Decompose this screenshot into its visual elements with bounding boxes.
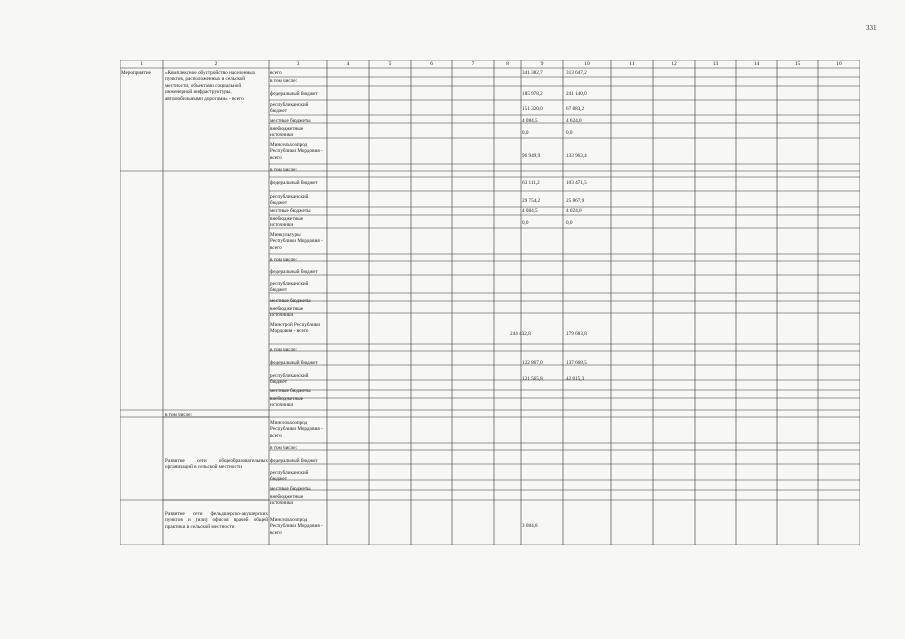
row-fap-total-label: Минсельхозпрод Республики Мордовия - всего bbox=[270, 517, 323, 536]
header-col-11: 11 bbox=[629, 61, 635, 67]
header-col-1: 1 bbox=[140, 61, 143, 67]
value-f4-fed-col9: 122 867,0 bbox=[522, 360, 543, 366]
row-f3-fed-label: федеральный бюджет bbox=[270, 269, 318, 275]
value-loc-col10: 4 624,0 bbox=[566, 118, 582, 124]
row-total-label: всего bbox=[270, 70, 282, 76]
value-msh-col9: 96 949,9 bbox=[522, 153, 541, 159]
header-col-14: 14 bbox=[753, 61, 760, 67]
row-s-fed-label: федеральный бюджет bbox=[270, 458, 318, 464]
measure-description: «Комплексное обустройство населенных пунктов, расположенных в сельской местности, объектами социальной инженерной инфраструктуры, автомобильными дорогами» - всего bbox=[165, 70, 256, 102]
header-col-15: 15 bbox=[794, 61, 801, 67]
row-incl-label: в том числе: bbox=[270, 78, 298, 84]
value-fap-col9: 3 084,8 bbox=[522, 523, 538, 529]
header-col-5: 5 bbox=[388, 61, 392, 67]
measure-label: Мероприятие bbox=[121, 70, 151, 76]
value-fed-col10: 241 140,0 bbox=[566, 91, 587, 97]
value-f2-rep-col10: 25 867,9 bbox=[566, 198, 585, 204]
value-f4-rep-col9: 121 565,8 bbox=[522, 376, 543, 382]
header-col-9: 9 bbox=[540, 61, 544, 67]
row-f2-ext-label: внебюджетные источники bbox=[270, 216, 304, 229]
value-f4-fed-col10: 137 668,5 bbox=[566, 360, 587, 366]
row-fed-label: федеральный бюджет bbox=[270, 91, 318, 97]
row-mk-incl-label: в том числе: bbox=[270, 257, 298, 263]
row-f3-loc-label: местные бюджеты bbox=[270, 298, 311, 304]
header-col-4: 4 bbox=[346, 61, 350, 67]
value-loc-col9: 4 084,5 bbox=[522, 118, 538, 124]
row-msh-incl-label: в том числе: bbox=[270, 167, 298, 173]
header-col-13: 13 bbox=[712, 61, 719, 67]
header-col-12: 12 bbox=[671, 61, 677, 67]
row-rep-label: республиканский бюджет bbox=[270, 102, 309, 115]
value-rep-col9: 151 320,0 bbox=[522, 106, 543, 112]
table-grid-lines bbox=[120, 60, 860, 545]
row-f3-ext-label: внебюджетные источники bbox=[270, 306, 304, 319]
value-f2-ext-col10: 0,0 bbox=[566, 220, 573, 226]
dev-fap-label: Развитие сети фельдшерско-акушерских пунктов и (или) офисов врачей общей практики в сельской местности bbox=[165, 511, 268, 530]
value-f2-ext-col9: 0,0 bbox=[522, 220, 529, 226]
row-f2-loc-label: местные бюджеты bbox=[270, 208, 311, 214]
value-f2-rep-col9: 29 754,2 bbox=[522, 198, 541, 204]
value-ms-col10: 179 683,8 bbox=[566, 331, 587, 337]
value-f4-rep-col10: 42 015,3 bbox=[566, 376, 585, 382]
row-f2-rep-label: республиканский бюджет bbox=[270, 194, 309, 207]
row-loc-label: местные бюджеты bbox=[270, 118, 311, 124]
header-col-3: 3 bbox=[296, 61, 300, 67]
row-ms-incl-label: в том числе: bbox=[270, 347, 298, 353]
header-col-2: 2 bbox=[214, 61, 218, 67]
header-col-10: 10 bbox=[584, 61, 590, 67]
value-ext-col9: 0,0 bbox=[522, 130, 529, 136]
value-fed-col9: 185 978,2 bbox=[522, 91, 543, 97]
value-msh-col10: 133 963,4 bbox=[566, 153, 587, 159]
value-f2-fed-col10: 103 471,5 bbox=[566, 180, 587, 186]
value-total-col10: 313 647,2 bbox=[566, 70, 587, 76]
row-f4-fed-label: федеральный бюджет bbox=[270, 360, 318, 366]
row-ext-label: внебюджетные источники bbox=[270, 126, 304, 139]
value-rep-col10: 67 883,2 bbox=[566, 106, 585, 112]
row-f4-loc-label: местные бюджеты bbox=[270, 388, 311, 394]
row-s-rep-label: республиканский бюджет bbox=[270, 470, 309, 483]
value-f2-fed-col9: 63 111,2 bbox=[522, 180, 540, 186]
value-ext-col10: 0,0 bbox=[566, 130, 573, 136]
header-col-8: 8 bbox=[506, 61, 509, 67]
value-f2-loc-col10: 4 624,0 bbox=[566, 208, 582, 214]
row-f3-rep-label: республиканский бюджет bbox=[270, 281, 309, 294]
row-s-loc-label: местные бюджеты bbox=[270, 486, 311, 492]
header-col-16: 16 bbox=[836, 61, 842, 67]
row-f4-ext-label: внебюджетные источники bbox=[270, 396, 304, 409]
row-msh-total-label: Минсельхозпрод Республики Мордовия - всего bbox=[270, 142, 323, 161]
row-s-ext-label: внебюджетные источники bbox=[270, 494, 304, 507]
value-ms-col9: 244 432,8 bbox=[510, 331, 531, 337]
row-s-total-label: Минсельхозпрод Республики Мордовия - всего bbox=[270, 420, 323, 439]
row-f4-rep-label: республиканский бюджет bbox=[270, 373, 309, 386]
row-mk-total-label: Минкультуры Республики Мордовия - всего bbox=[270, 232, 323, 251]
incl-label: в том числе: bbox=[165, 412, 193, 418]
budget-table bbox=[120, 60, 860, 545]
header-col-7: 7 bbox=[471, 61, 475, 67]
row-s-incl-label: в том числе: bbox=[270, 445, 298, 451]
dev-schools-label: Развитие сети общеобразовательных организаций в сельской местности bbox=[165, 458, 268, 471]
value-f2-loc-col9: 4 084,5 bbox=[522, 208, 538, 214]
value-total-col9: 341 382,7 bbox=[522, 70, 543, 76]
row-ms-total-label: Минстрой Республики Мордовия - всего bbox=[270, 322, 321, 335]
header-col-6: 6 bbox=[430, 61, 433, 67]
row-f2-fed-label: федеральный бюджет bbox=[270, 180, 318, 186]
page-number: 331 bbox=[866, 24, 877, 32]
